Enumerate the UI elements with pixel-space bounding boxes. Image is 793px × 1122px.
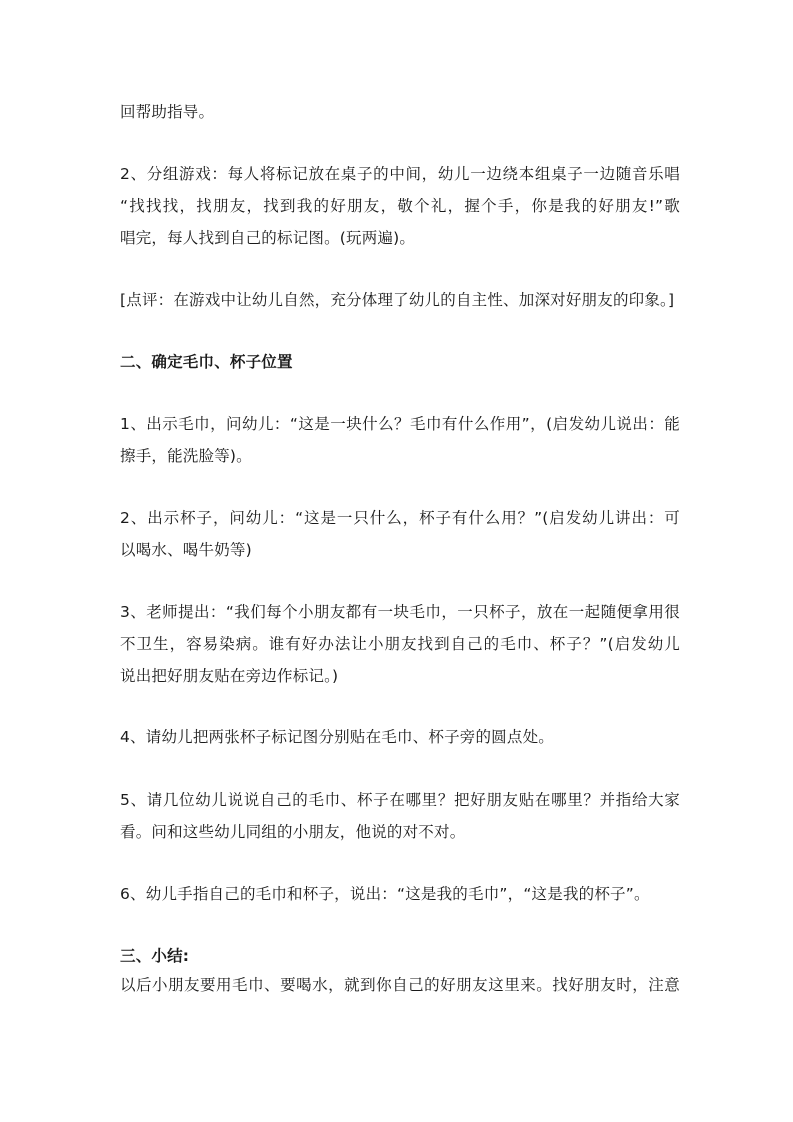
list-item-line: 说出把好朋友贴在旁边作标记。) [120,667,339,685]
list-item-line: 2、出示杯子，问幼儿：“这是一只什么，杯子有什么用？”(启发幼儿讲出：可 [120,509,680,527]
paragraph-line: 唱完，每人找到自己的标记图。(玩两遍)。 [120,229,416,247]
list-item-line: 5、请几位幼儿说说自己的毛巾、杯子在哪里？把好朋友贴在哪里？并指给大家 [120,791,680,809]
paragraph-line: “找找找，找朋友，找到我的好朋友，敬个礼，握个手，你是我的好朋友!”歌 [120,197,680,215]
list-item-line: 擦手，能洗脸等)。 [120,447,252,465]
list-item-line: 4、请幼儿把两张杯子标记图分别贴在毛巾、杯子旁的圆点处。 [120,728,554,746]
paragraph-line: 2、分组游戏：每人将标记放在桌子的中间，幼儿一边绕本组桌子一边随音乐唱 [120,165,680,183]
paragraph-line: 回帮助指导。 [120,103,215,121]
list-item-line: 6、幼儿手指自己的毛巾和杯子，说出：“这是我的毛巾”，“这是我的杯子”。 [120,885,650,903]
section-heading: 三、小结: [120,947,190,965]
list-item-line: 3、老师提出：“我们每个小朋友都有一块毛巾，一只杯子，放在一起随便拿用很 [120,603,680,621]
list-item-line: 看。问和这些幼儿同组的小朋友，他说的对不对。 [120,823,466,841]
list-item-line: 以喝水、喝牛奶等) [120,541,252,559]
list-item-line: 不卫生，容易染病。谁有好办法让小朋友找到自己的毛巾、杯子？”(启发幼儿 [120,635,680,653]
comment-line: [点评：在游戏中让幼儿自然，充分体理了幼儿的自主性、加深对好朋友的印象。] [120,291,675,309]
section-heading: 二、确定毛巾、杯子位置 [120,353,293,371]
paragraph-line: 以后小朋友要用毛巾、要喝水，就到你自己的好朋友这里来。找好朋友时，注意 [120,976,680,994]
list-item-line: 1、出示毛巾，问幼儿：“这是一块什么？毛巾有什么作用”，(启发幼儿说出：能 [120,415,680,433]
